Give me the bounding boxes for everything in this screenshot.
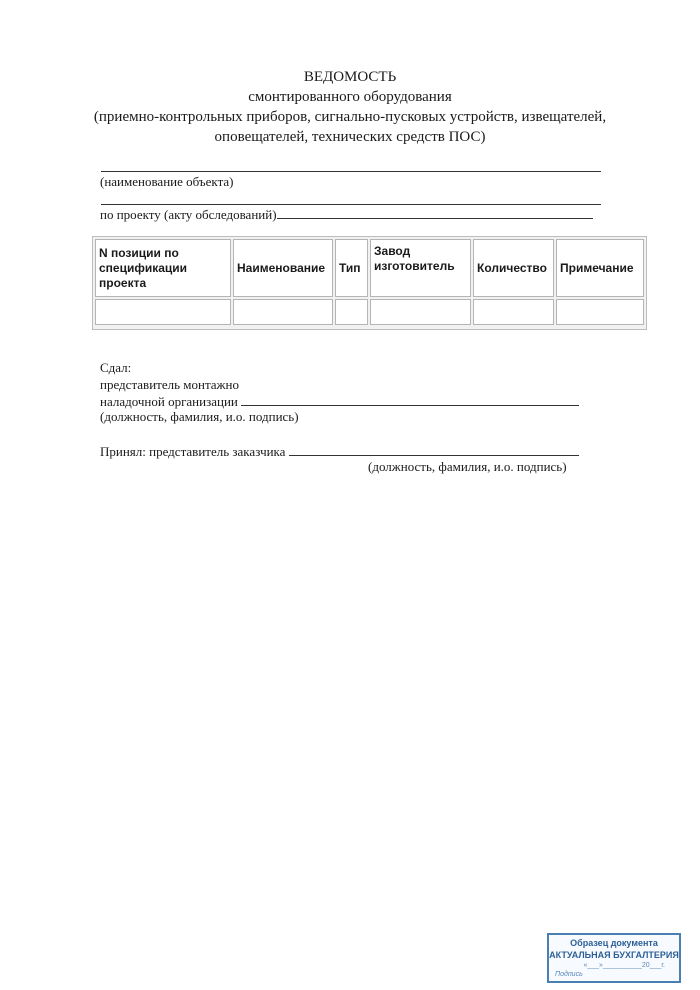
document-subtitle-3: оповещателей, технических средств ПОС): [214, 129, 486, 145]
table-cell[interactable]: [370, 299, 471, 325]
table-cell[interactable]: [95, 299, 231, 325]
table-row: [95, 299, 644, 325]
table-cell[interactable]: [233, 299, 333, 325]
stamp-title: Образец документа: [570, 938, 658, 948]
column-header: Завод изготовитель: [370, 239, 471, 297]
document-subtitle-2: (приемно-контрольных приборов, сигнально-пусковых устройств, извещателей,: [93, 109, 607, 125]
project-input-line[interactable]: [277, 206, 593, 219]
stamp-sign-label: Подпись: [555, 971, 583, 978]
handover-caption: (должность, фамилия, и.о. подпись): [100, 409, 299, 424]
acceptance-caption: (должность, фамилия, и.о. подпись): [368, 459, 567, 474]
stamp-date-line: «___»__________20___г.: [583, 962, 665, 969]
acceptance-signature-line[interactable]: [289, 443, 579, 456]
column-header: Наименование: [233, 239, 333, 297]
handover-field: [100, 393, 579, 410]
document-subtitle: смонтированного оборудования: [248, 89, 452, 105]
project-label: по проекту (акту обследований): [100, 207, 277, 222]
object-name-caption: (наименование объекта): [100, 174, 234, 189]
table-cell[interactable]: [556, 299, 644, 325]
column-header: N позиции по спецификации проекта: [95, 239, 231, 297]
object-name-line[interactable]: [101, 171, 601, 172]
table-header-row: [95, 239, 644, 297]
object-name-line-2[interactable]: [101, 204, 601, 205]
stamp-brand: АКТУАЛЬНАЯ БУХГАЛТЕРИЯ: [549, 950, 679, 960]
table-cell[interactable]: [473, 299, 554, 325]
acceptance-label: Принял: представитель заказчика: [100, 444, 286, 459]
document-header: [0, 67, 700, 147]
column-header: Количество: [473, 239, 554, 297]
document-title: ВЕДОМОСТЬ: [303, 69, 397, 85]
acceptance-field: [100, 443, 579, 460]
column-header: Примечание: [556, 239, 644, 297]
handover-label: Сдал:: [100, 360, 132, 375]
handover-line2: наладочной организации: [100, 394, 238, 409]
handover-line1: представитель монтажно: [100, 377, 239, 392]
sample-stamp: [547, 933, 681, 983]
table-cell[interactable]: [335, 299, 368, 325]
column-header: Тип: [335, 239, 368, 297]
handover-signature-line[interactable]: [241, 393, 579, 406]
equipment-table: [92, 236, 647, 330]
project-field: [100, 206, 593, 223]
